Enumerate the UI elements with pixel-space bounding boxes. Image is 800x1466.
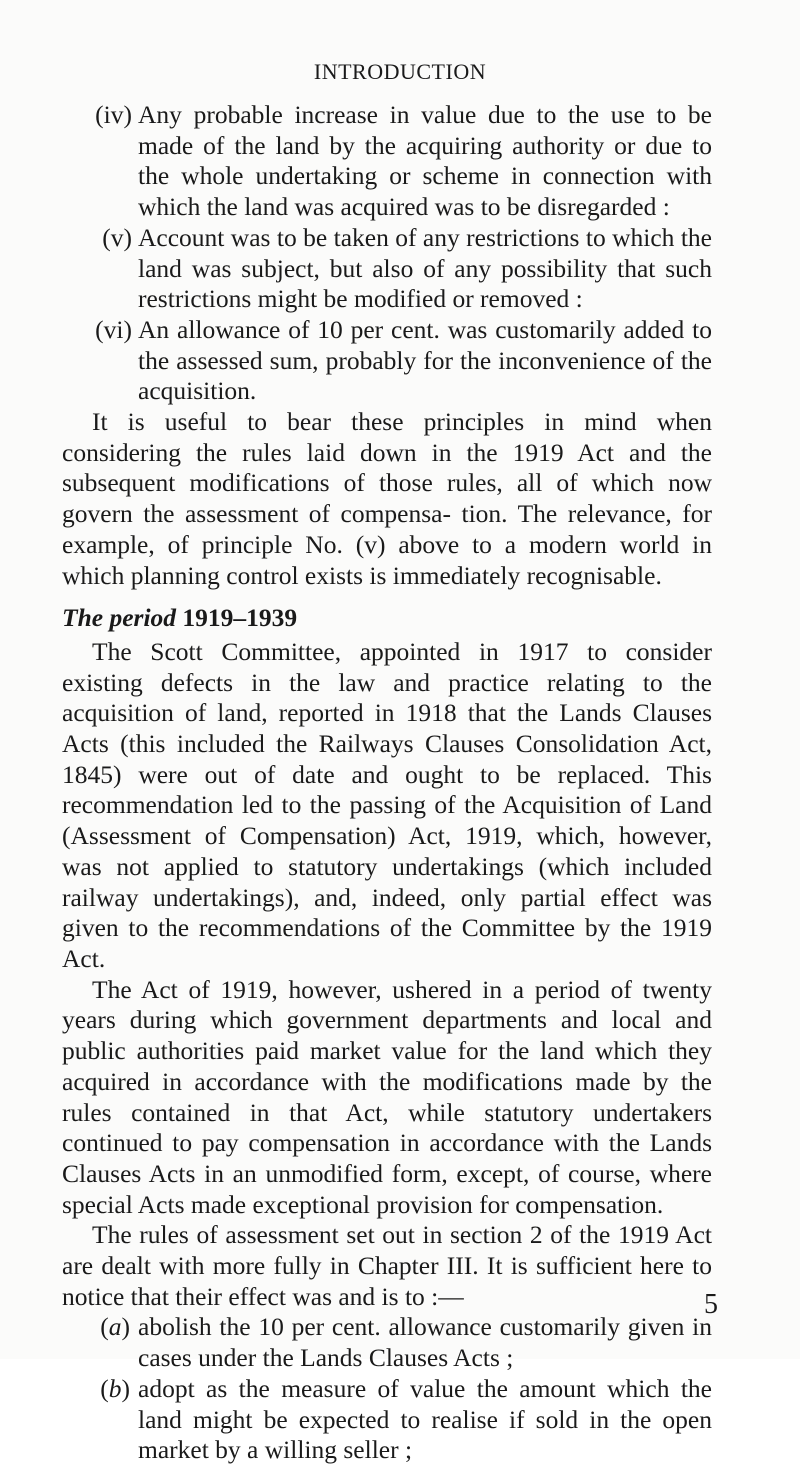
section-heading	[62, 603, 712, 634]
paragraph: It is useful to bear these principles in mind when considering the rules laid down in the 1919 Act and the subsequent modifications of those rules, all of which now govern the assessment of compensa- tion. The relevance, for example, of principle No. (v) above to a modern world in which planning control exists is immediately recognisable.	[62, 407, 712, 590]
list-number: (vi)	[95, 314, 132, 344]
body-text	[62, 100, 712, 1466]
list-item-v	[62, 223, 712, 315]
list-letter: (a)	[100, 1312, 130, 1342]
list-number: (iv)	[95, 100, 132, 129]
list-number: (v)	[102, 222, 132, 252]
list-item-a	[62, 1312, 712, 1373]
list-item-iv	[62, 100, 712, 223]
list-text: An allowance of 10 per cent. was customarily added to the assessed sum, probably for the inconvenience of the acquisition.	[138, 314, 712, 406]
list-text: adopt as the measure of value the amount which the land might be expected to realise if sold in the open market by a willing seller ;	[138, 1373, 712, 1465]
list-letter: (b)	[100, 1373, 130, 1403]
page-number: 5	[704, 1289, 718, 1320]
list-text: abolish the 10 per cent. allowance customarily given in cases under the Lands Clauses Acts ;	[138, 1312, 712, 1373]
paragraph: The Act of 1919, however, ushered in a period of twenty years during which government departments and local and public authorities paid market value for the land which they acquired in accordance with the modifications made by the rules contained in that Act, while statutory undertakers continued to pay compensation in accordance with the Lands Clauses Acts in an unmodified form, except, of course, where special Acts made exceptional provision for compensation.	[62, 974, 712, 1219]
paragraph: The rules of assessment set out in section 2 of the 1919 Act are dealt with more fully in Chapter III. It is sufficient here to notice that their effect was and is to :—	[62, 1220, 712, 1311]
list-text: Any probable increase in value due to the use to be made of the land by the acquiring authority or due to the whole undertaking or scheme in connection with which the land was acquired was to be disregarded :	[138, 100, 712, 222]
list-item-vi	[62, 315, 712, 407]
section-heading-label: The period	[62, 603, 177, 633]
list-item-b	[62, 1374, 712, 1466]
running-head: INTRODUCTION	[313, 59, 487, 84]
list-text: Account was to be taken of any restrictions to which the land was subject, but also of any possibility that such restrictions might be modified or removed :	[138, 222, 712, 314]
section-heading-years: 1919–1939	[182, 603, 298, 633]
paragraph: The Scott Committee, appointed in 1917 to consider existing defects in the law and practice relating to the acquisition of land, reported in 1918 that the Lands Clauses Acts (this included the Railways Clauses Consolidation Act, 1845) were out of date and ought to be replaced. This recommendation led to the passing of the Acquisition of Land (Assessment of Compensation) Act, 1919, which, however, was not applied to statutory undertakings (which included railway undertakings), and, indeed, only partial effect was given to the recommendations of the Committee by the 1919 Act.	[62, 636, 712, 973]
